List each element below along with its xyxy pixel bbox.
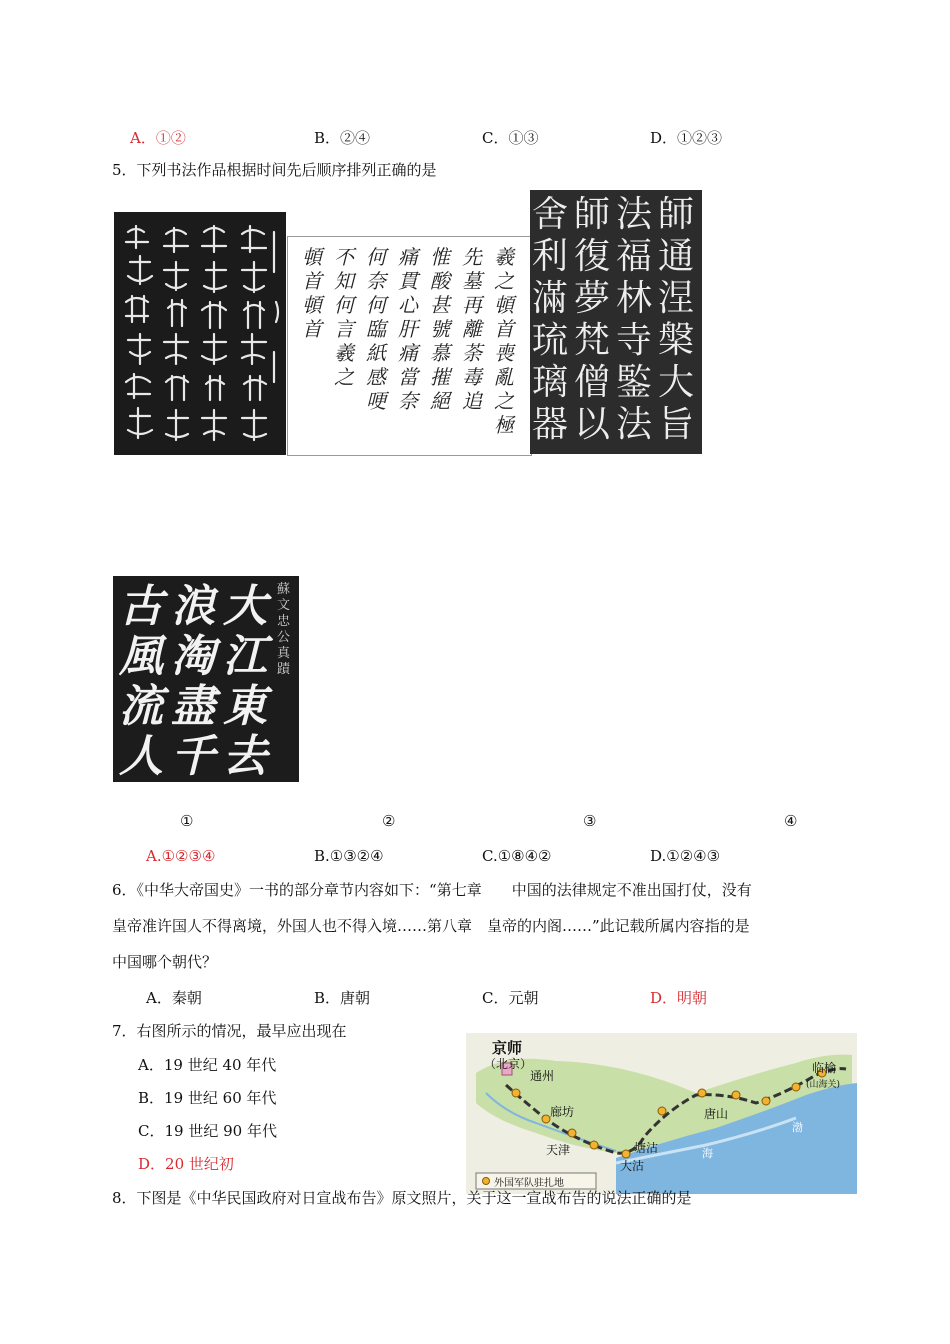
seal-script-rubbing-icon: [114, 212, 286, 455]
calligraphy-column: 大江東去: [223, 581, 267, 782]
map-title-capital: 京师: [492, 1039, 523, 1057]
calligraphy-image-3: [530, 190, 702, 454]
map-label-tianjin: 天津: [546, 1143, 571, 1157]
q6-stem-line-3: 中国哪个朝代？: [112, 953, 218, 971]
map-label-bo: 渤: [792, 1121, 803, 1134]
q6-option-d[interactable]: D．明朝: [650, 989, 708, 1007]
calligraphy-column: 師通涅槃大旨: [658, 194, 695, 445]
q7-option-c[interactable]: C．19 世纪 90 年代: [138, 1122, 277, 1140]
q7-option-b[interactable]: B．19 世纪 60 年代: [138, 1089, 277, 1107]
q4-option-d[interactable]: D．①②③: [650, 129, 723, 147]
calligraphy-image-4: [113, 576, 299, 782]
calligraphy-column: 何奈何臨紙感哽: [366, 245, 386, 413]
map-label-tongzhou: 通州: [530, 1069, 555, 1083]
calligraphy-column: 師復夢梵僧以: [574, 194, 611, 445]
calligraphy-column: 不知何言羲之: [334, 245, 354, 389]
q8-stem: 8．下图是《中华民国政府对日宣战布告》原文照片，关于这一宣战布告的说法正确的是: [112, 1189, 692, 1207]
calligraphy-column: 舍利滿琉璃器: [532, 194, 569, 445]
q5-stem: 5．下列书法作品根据时间先后顺序排列正确的是: [112, 161, 437, 179]
q4-option-c[interactable]: C．①③: [482, 129, 539, 147]
q5-option-a[interactable]: A.①②③④: [146, 847, 216, 865]
map-label-tangshan: 唐山: [704, 1107, 729, 1121]
map-label-tanggu: 塘沽: [634, 1141, 659, 1155]
calligraphy-column: 古風流人: [119, 581, 163, 782]
calligraphy-column: 頓首頓首: [302, 245, 322, 341]
map-label-dagu: 大沽: [620, 1159, 645, 1173]
railway-map: [466, 1033, 857, 1194]
q6-stem-line-1: 6．《中华大帝国史》一书的部分章节内容如下：“第七章 中国的法律规定不准出国打仗，没有: [112, 881, 752, 899]
q6-option-b[interactable]: B．唐朝: [314, 989, 371, 1007]
map-label-shanhaiguan: (山海关): [806, 1080, 841, 1090]
q6-stem-line-2: 皇帝准许国人不得离境，外国人也不得入境……第八章 皇帝的内阁……”此记载所属内容指的是: [112, 917, 750, 935]
map-label-langfang: 廊坊: [550, 1105, 575, 1119]
map-title-beijing: （北京）: [484, 1057, 533, 1071]
calligraphy-image-1: [114, 212, 286, 455]
image-label-3: ③: [583, 812, 597, 830]
q4-option-a[interactable]: A．①②: [130, 129, 186, 147]
calligraphy-column: 法福林寺鍳法: [616, 194, 653, 445]
image-label-1: ①: [180, 812, 194, 830]
q7-stem: 7．右图所示的情况，最早应出现在: [112, 1022, 347, 1040]
calligraphy-column: 痛貫心肝痛當奈: [398, 245, 418, 413]
inscription-side-text: 蘇文忠公真蹟: [277, 582, 291, 677]
q7-option-d[interactable]: D．20 世纪初: [138, 1155, 234, 1173]
q6-option-a[interactable]: A．秦朝: [146, 989, 202, 1007]
q4-option-b[interactable]: B．②④: [314, 129, 371, 147]
q5-option-b[interactable]: B.①③②④: [314, 847, 384, 865]
calligraphy-column: 浪淘盡千: [171, 581, 215, 782]
q6-option-c[interactable]: C．元朝: [482, 989, 539, 1007]
q5-option-c[interactable]: C.①⑧④②: [482, 847, 552, 865]
image-label-4: ④: [784, 812, 798, 830]
map-legend-label: 外国军队驻扎地: [494, 1178, 564, 1189]
q7-option-a[interactable]: A．19 世纪 40 年代: [138, 1056, 277, 1074]
calligraphy-column: 羲之頓首喪亂之極: [494, 245, 514, 437]
calligraphy-column: 先墓再離荼毒追: [462, 245, 482, 413]
calligraphy-column: 惟酸甚號慕摧絕: [430, 245, 450, 413]
calligraphy-image-2: [287, 236, 532, 456]
image-label-2: ②: [382, 812, 396, 830]
map-label-linyu: 临榆: [812, 1061, 837, 1075]
q5-option-d[interactable]: D.①②④③: [650, 847, 721, 865]
map-label-hai: 海: [702, 1147, 713, 1160]
